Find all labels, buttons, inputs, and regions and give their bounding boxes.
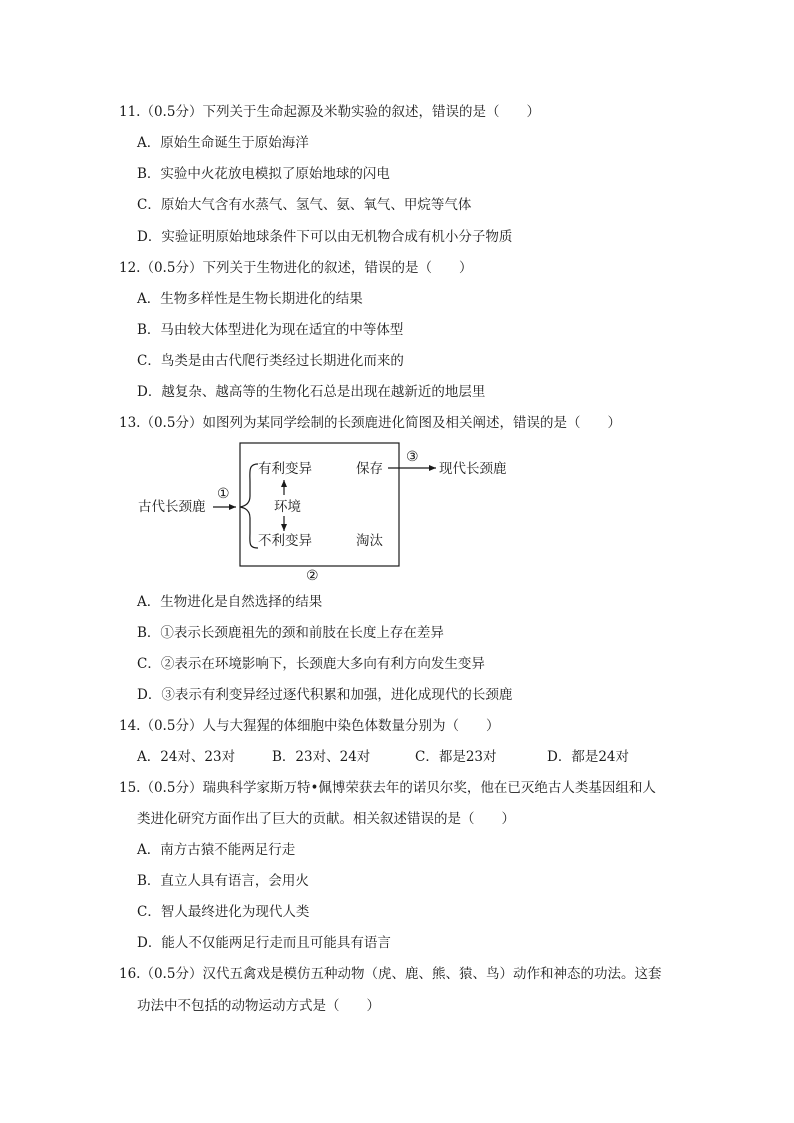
question-16-stem: 16.（0.5分）汉代五禽戏是模仿五种动物（虎、鹿、熊、猿、鸟）动作和神态的功法。这套	[119, 966, 662, 982]
question-14-stem: 14.（0.5分）人与大猩猩的体细胞中染色体数量分别为（ ）	[119, 718, 500, 734]
label-unfavorable-variation: 不利变异	[258, 533, 312, 549]
question-12-stem: 12.（0.5分）下列关于生物进化的叙述，错误的是（ ）	[119, 260, 473, 276]
question-11-stem: 11.（0.5分）下列关于生命起源及米勒实验的叙述，错误的是（ ）	[119, 104, 540, 120]
question-12-option-c[interactable]: C．鸟类是由古代爬行类经过长期进化而来的	[137, 353, 404, 369]
label-ancient-giraffe: 古代长颈鹿	[138, 499, 206, 515]
question-14-option-b[interactable]: B．23对、24对	[272, 749, 371, 765]
question-15-option-a[interactable]: A．南方古猿不能两足行走	[137, 842, 296, 858]
question-16-stem-continued: 功法中不包括的动物运动方式是（ ）	[137, 998, 380, 1014]
question-12-option-b[interactable]: B．马由较大体型进化为现在适宜的中等体型	[137, 322, 404, 338]
question-12-option-a[interactable]: A．生物多样性是生物长期进化的结果	[137, 291, 363, 307]
question-15-stem-continued: 类进化研究方面作出了巨大的贡献。相关叙述错误的是（ ）	[137, 811, 515, 827]
marker-3: ③	[406, 449, 419, 465]
question-15-option-b[interactable]: B．直立人具有语言，会用火	[137, 873, 309, 889]
question-14-option-d[interactable]: D．都是24对	[547, 749, 630, 765]
question-13-option-a[interactable]: A．生物进化是自然选择的结果	[137, 594, 323, 610]
question-11-option-b[interactable]: B．实验中火花放电模拟了原始地球的闪电	[137, 166, 390, 182]
question-13-stem: 13.（0.5分）如图列为某同学绘制的长颈鹿进化简图及相关阐述，错误的是（ ）	[119, 415, 621, 431]
label-preserve: 保存	[356, 461, 383, 477]
question-14-option-c[interactable]: C．都是23对	[415, 749, 497, 765]
question-11-option-c[interactable]: C．原始大气含有水蒸气、氢气、氨、氧气、甲烷等气体	[137, 197, 472, 213]
question-14-option-a[interactable]: A．24对、23对	[137, 749, 236, 765]
label-environment: 环境	[274, 499, 301, 515]
marker-1: ①	[217, 486, 230, 502]
question-15-stem: 15.（0.5分）瑞典科学家斯万特•佩博荣获去年的诺贝尔奖，他在已灭绝古人类基因组和人	[119, 780, 656, 796]
label-favorable-variation: 有利变异	[258, 461, 312, 477]
marker-2: ②	[306, 568, 319, 584]
question-13-option-b[interactable]: B．①表示长颈鹿祖先的颈和前肢在长度上存在差异	[137, 625, 444, 641]
question-15-option-c[interactable]: C．智人最终进化为现代人类	[137, 904, 310, 920]
giraffe-evolution-diagram	[130, 440, 530, 586]
brace	[240, 464, 258, 548]
question-15-option-d[interactable]: D．能人不仅能两足行走而且可能具有语言	[137, 935, 391, 951]
question-13-option-c[interactable]: C．②表示在环境影响下，长颈鹿大多向有利方向发生变异	[137, 656, 485, 672]
question-13-option-d[interactable]: D．③表示有利变异经过逐代积累和加强，进化成现代的长颈鹿	[137, 687, 513, 703]
question-12-option-d[interactable]: D．越复杂、越高等的生物化石总是出现在越新近的地层里	[137, 384, 486, 400]
label-eliminate: 淘汰	[356, 533, 383, 549]
label-modern-giraffe: 现代长颈鹿	[439, 461, 507, 477]
question-11-option-a[interactable]: A．原始生命诞生于原始海洋	[137, 135, 309, 151]
question-11-option-d[interactable]: D．实验证明原始地球条件下可以由无机物合成有机小分子物质	[137, 229, 513, 245]
